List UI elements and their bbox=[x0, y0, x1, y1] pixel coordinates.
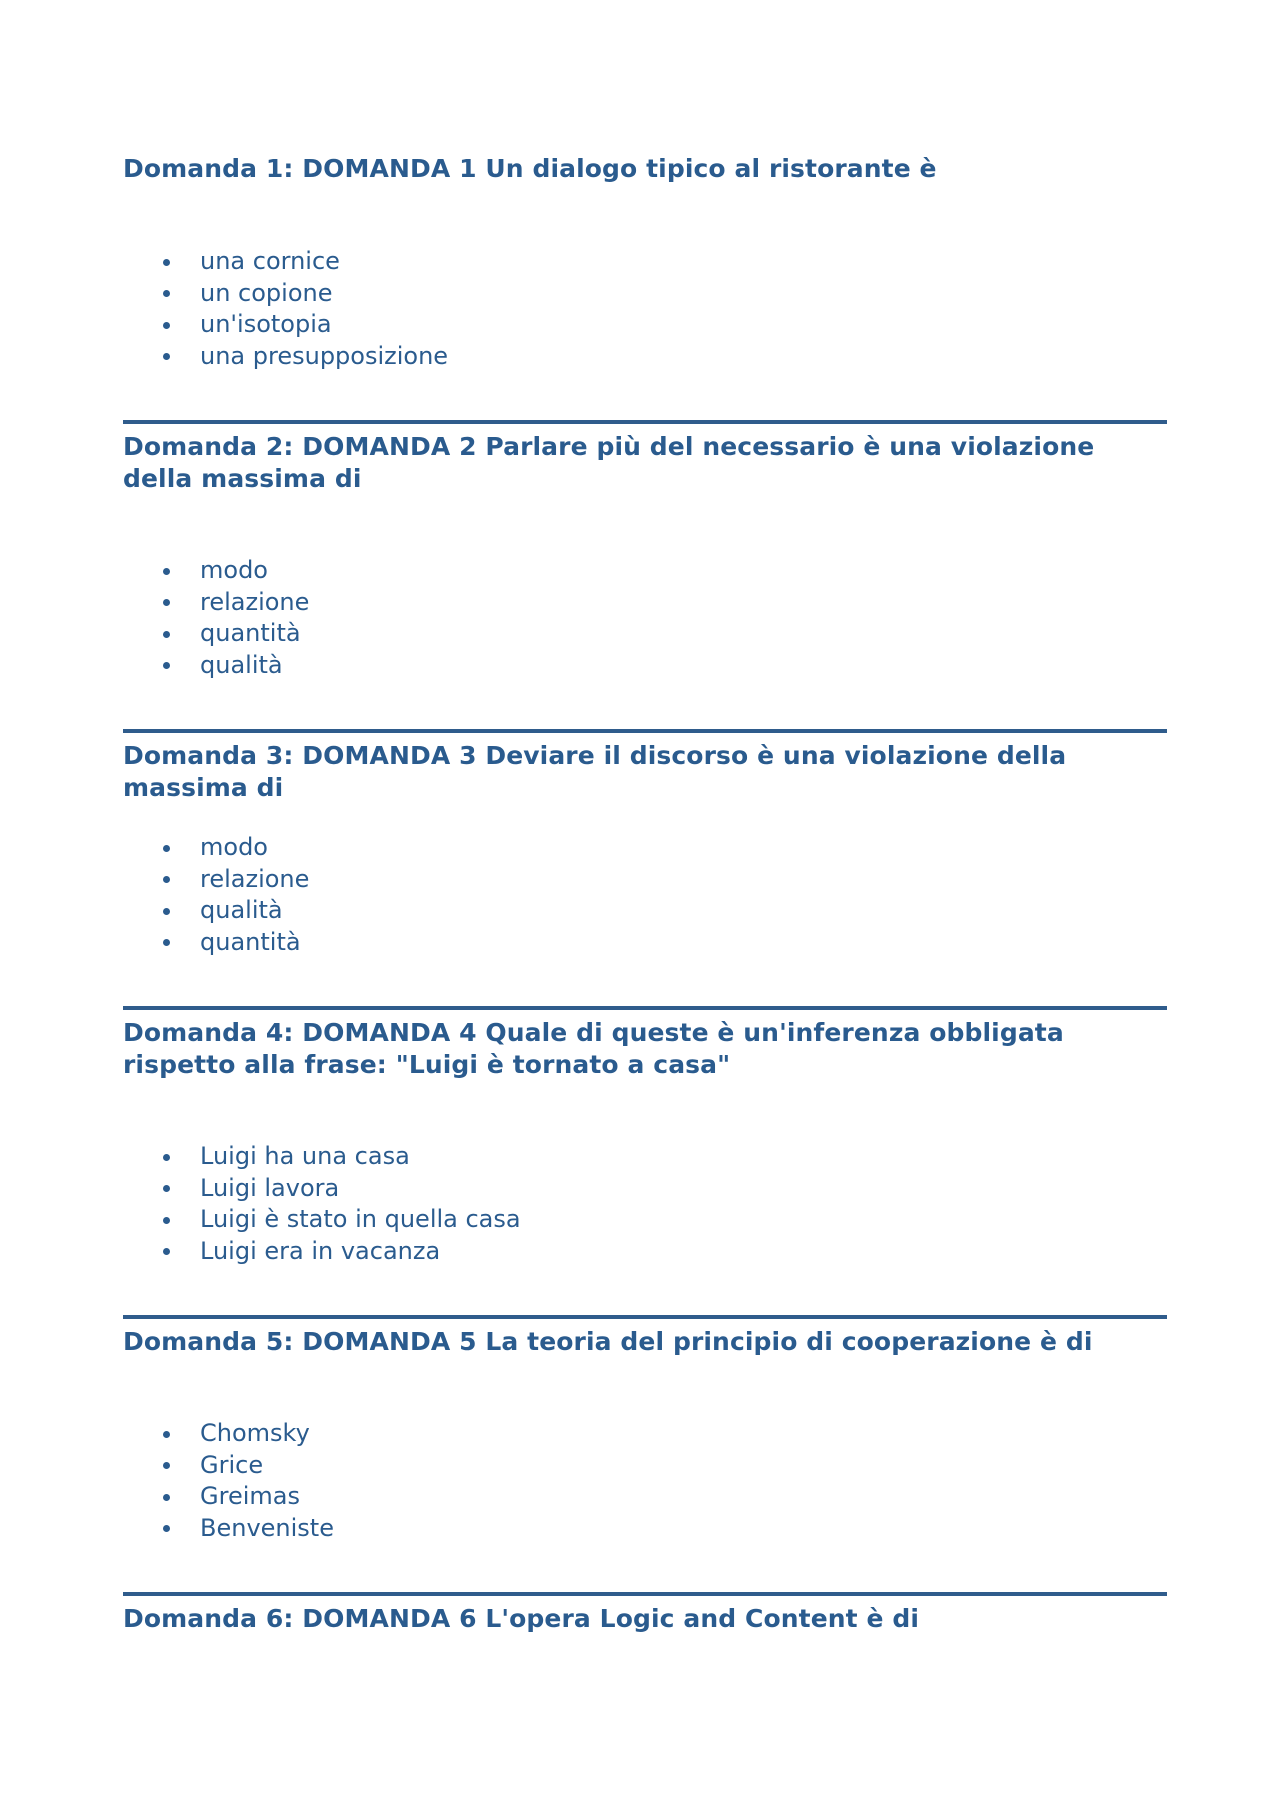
question-separator bbox=[123, 729, 1167, 733]
bullet-icon bbox=[163, 908, 170, 915]
question-1-option-1: una cornice bbox=[123, 246, 448, 278]
question-4-title: Domanda 4: DOMANDA 4 Quale di queste è un'inferenza obbligata rispetto alla frase: "Luigi è tornato a casa" bbox=[123, 1018, 1064, 1079]
question-2-option-3: quantità bbox=[123, 618, 309, 650]
question-1 bbox=[123, 153, 1167, 185]
bullet-icon bbox=[163, 1462, 170, 1469]
question-4-options bbox=[123, 1141, 521, 1267]
question-3-option-3: qualità bbox=[123, 895, 309, 927]
question-4-option-4: Luigi era in vacanza bbox=[123, 1236, 521, 1268]
bullet-icon bbox=[163, 1494, 170, 1501]
question-separator bbox=[123, 1315, 1167, 1319]
question-2-title: Domanda 2: DOMANDA 2 Parlare più del necessario è una violazione della massima di bbox=[123, 432, 1095, 493]
bullet-icon bbox=[163, 662, 170, 669]
bullet-icon bbox=[163, 290, 170, 297]
question-2-options bbox=[123, 555, 309, 681]
question-5 bbox=[123, 1326, 1167, 1358]
question-5-title: Domanda 5: DOMANDA 5 La teoria del principio di cooperazione è di bbox=[123, 1327, 1093, 1356]
question-3-title: Domanda 3: DOMANDA 3 Deviare il discorso è una violazione della massima di bbox=[123, 741, 1067, 802]
bullet-icon bbox=[163, 631, 170, 638]
bullet-icon bbox=[163, 845, 170, 852]
question-3-option-2: relazione bbox=[123, 864, 309, 896]
question-separator bbox=[123, 1592, 1167, 1596]
question-6 bbox=[123, 1603, 1167, 1635]
question-5-option-2: Grice bbox=[123, 1450, 334, 1482]
question-2-option-1: modo bbox=[123, 555, 309, 587]
question-4-option-3: Luigi è stato in quella casa bbox=[123, 1204, 521, 1236]
question-6-title: Domanda 6: DOMANDA 6 L'opera Logic and Content è di bbox=[123, 1604, 920, 1633]
question-4 bbox=[123, 1017, 1167, 1081]
question-4-option-1: Luigi ha una casa bbox=[123, 1141, 521, 1173]
bullet-icon bbox=[163, 259, 170, 266]
bullet-icon bbox=[163, 599, 170, 606]
question-1-title: Domanda 1: DOMANDA 1 Un dialogo tipico al ristorante è bbox=[123, 154, 937, 183]
bullet-icon bbox=[163, 1185, 170, 1192]
question-5-option-1: Chomsky bbox=[123, 1418, 334, 1450]
bullet-icon bbox=[163, 322, 170, 329]
question-separator bbox=[123, 1006, 1167, 1010]
question-2-option-4: qualità bbox=[123, 650, 309, 682]
question-1-options bbox=[123, 246, 448, 372]
question-3 bbox=[123, 740, 1167, 804]
question-separator bbox=[123, 420, 1167, 424]
bullet-icon bbox=[163, 353, 170, 360]
question-5-option-3: Greimas bbox=[123, 1481, 334, 1513]
bullet-icon bbox=[163, 1154, 170, 1161]
question-2 bbox=[123, 431, 1167, 495]
question-1-option-4: una presupposizione bbox=[123, 341, 448, 373]
bullet-icon bbox=[163, 876, 170, 883]
bullet-icon bbox=[163, 939, 170, 946]
bullet-icon bbox=[163, 568, 170, 575]
question-3-option-4: quantità bbox=[123, 927, 309, 959]
question-2-option-2: relazione bbox=[123, 587, 309, 619]
question-3-option-1: modo bbox=[123, 832, 309, 864]
bullet-icon bbox=[163, 1248, 170, 1255]
bullet-icon bbox=[163, 1217, 170, 1224]
bullet-icon bbox=[163, 1525, 170, 1532]
question-5-option-4: Benveniste bbox=[123, 1513, 334, 1545]
bullet-icon bbox=[163, 1431, 170, 1438]
question-1-option-3: un'isotopia bbox=[123, 309, 448, 341]
question-4-option-2: Luigi lavora bbox=[123, 1173, 521, 1205]
question-1-option-2: un copione bbox=[123, 278, 448, 310]
question-5-options bbox=[123, 1418, 334, 1544]
question-3-options bbox=[123, 832, 309, 958]
